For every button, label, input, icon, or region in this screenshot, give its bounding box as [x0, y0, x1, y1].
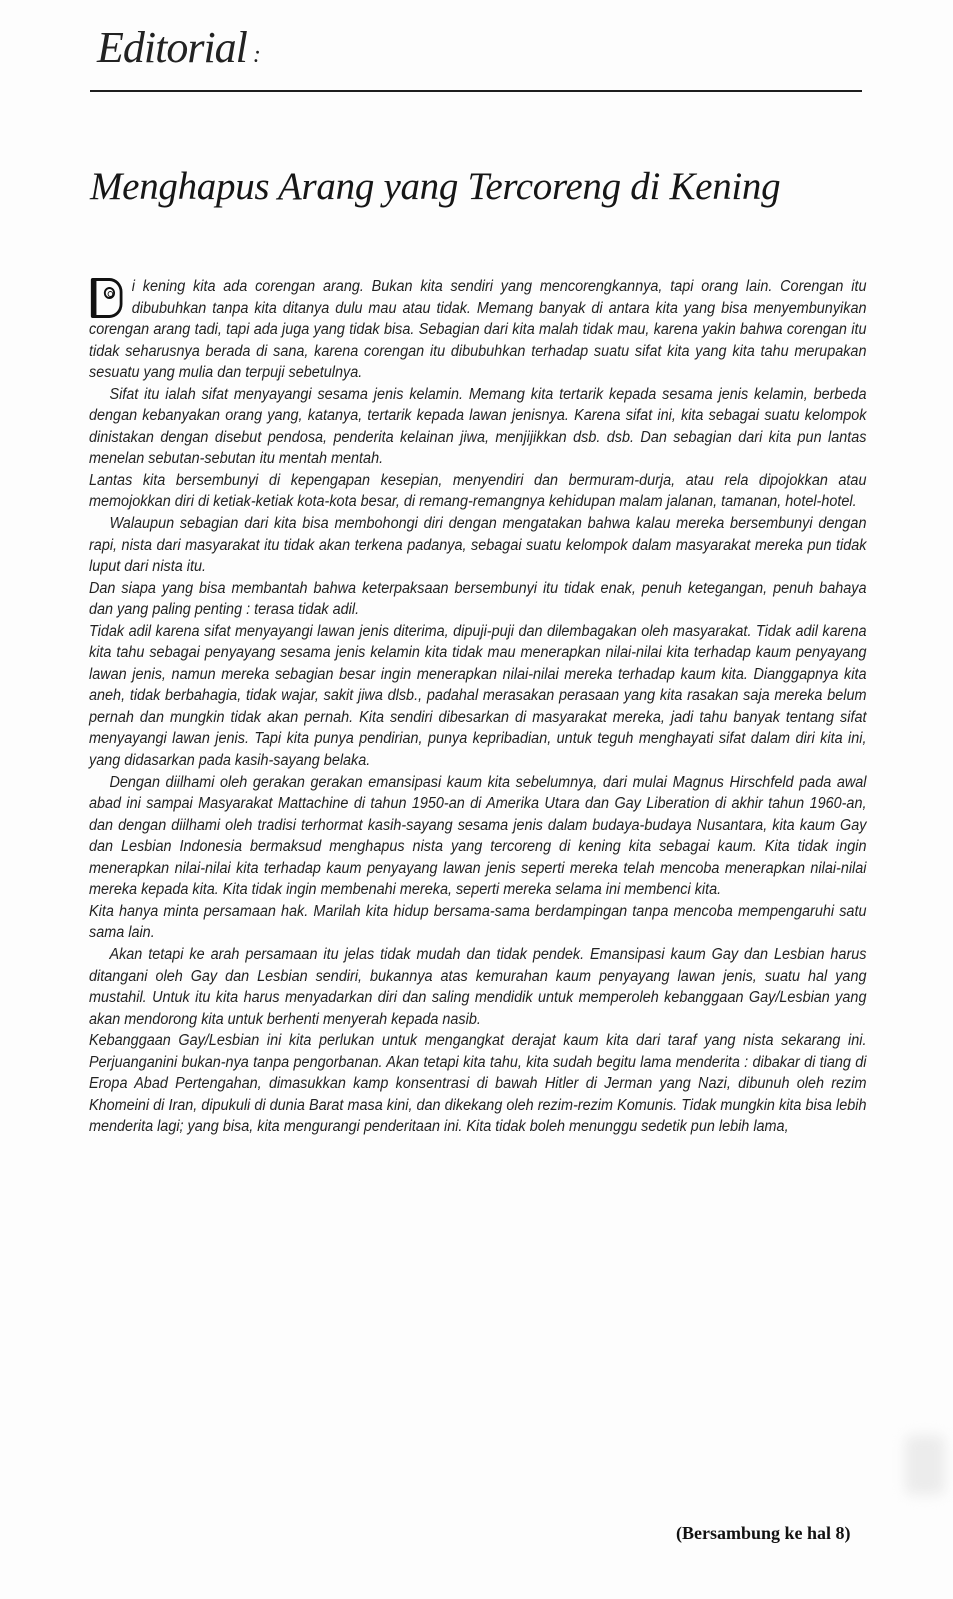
paragraph: Sifat itu ialah sifat menyayangi sesama jenis kelamin. Memang kita tertarik kepada sesama jenis kelamin, berbeda dengan kebanyakan orang yang, katanya, tertarik kepada lawan jenisnya. Karena sifat ini, kita sebagai suatu kelompok dinistakan dengan disebut pendosa, penderita kelainan jiwa, menjijikkan dsb. dsb. Dan sebagian dari kita pun lantas menelan sebutan-sebutan itu mentah mentah. — [89, 385, 867, 468]
paragraph: Akan tetapi ke arah persamaan itu jelas tidak mudah dan tidak pendek. Emansipasi kaum Gay dan Lesbian harus ditangani oleh Gay dan Lesbian sendiri, bukannya atas kemurahan kaum penyayang lawan jenis, suatu hal yang mustahil. Untuk itu kita harus menyadarkan diri dan saling mendidik untuk memperoleh kebanggaan Gay/Lesbian yang akan mendorong kita untuk berhenti menyerah kepada nasib. — [89, 945, 867, 1028]
section-label-text: Editorial — [97, 23, 247, 72]
paragraph: Lantas kita bersembunyi di kepengapan kesepian, menyendiri dan bermuram-durja, atau rela dipojokkan atau memojokkan diri di ketiak-ketiak kota-kota besar, di remang-remangnya kehidupan malam jalanan, tamanan, hotel-hotel. — [89, 471, 867, 511]
header-rule — [90, 90, 862, 92]
section-label — [97, 22, 260, 73]
scan-artifact — [905, 1435, 945, 1495]
dropcap-d-icon — [91, 278, 123, 318]
bleed-through-text — [350, 105, 368, 170]
article-body — [89, 276, 866, 1138]
paragraph: i kening kita ada corengan arang. Bukan kita sendiri yang mencorengkannya, tapi orang lain. Corengan itu dibubuhkan tanpa kita ditanya dulu mau atau tidak. Memang banyak di antara kita yang bisa menyembunyikan corengan arang tadi, tapi ada juga yang tidak bisa. Sebagian dari kita malah tidak mau, karena yakin bahwa corengan itu tidak seharusnya berada di sana, karena corengan itu dibubuhkan terhadap suatu sifat kita yang kita tahu merupakan sesuatu yang mulia dan terpuji sebetulnya. — [89, 278, 867, 382]
section-label-colon: : — [252, 42, 260, 68]
paragraph: Kita hanya minta persamaan hak. Marilah kita hidup bersama-sama berdampingan tanpa mencoba mempengaruhi satu sama lain. — [89, 902, 867, 942]
paragraph: Kebanggaan Gay/Lesbian ini kita perlukan untuk mengangkat derajat kaum kita dari taraf yang nista sekarang ini. Perjuanganini bukan-nya tanpa pengorbanan. Akan tetapi kita tahu, kita sudah begitu lama menderita : dibakar di tiang di Eropa Abad Pertengahan, dimasukkan kamp konsentrasi di bawah Hitler di Jerman yang Nazi, dibunuh oleh rezim Khomeini di Iran, dipukuli di dunia Barat masa kini, dan dikekang oleh rezim-rezim Komunis. Tidak mungkin kita bisa lebih menderita lagi; yang bisa, kita mengurangi penderitaan ini. Kita tidak boleh menunggu sedetik pun lebih lama, — [89, 1032, 867, 1136]
paragraph: Dengan diilhami oleh gerakan gerakan emansipasi kaum kita sebelumnya, dari mulai Magnus Hirschfeld pada awal abad ini sampai Masyarakat Mattachine di tahun 1950-an di Amerika Utara dan Gay Liberation di akhir tahun 1960-an, dan dengan diilhami oleh tradisi terhormat kasih-sayang sesama jenis dalam budaya-budaya Nusantara, kita kaum Gay dan Lesbian Indonesia bermaksud menghapus nista yang tercoreng di kening kita sebagai kaum. Kita tidak ingin menerapkan nilai-nilai kita terhadap kaum penyayang lawan jenis seperti mereka telah mencoba menerapkan nilai-nilai mereka kepada kita. Kita tidak ingin membenahi mereka, seperti mereka selama ini membenci kita. — [89, 773, 867, 899]
paragraph: Walaupun sebagian dari kita bisa membohongi diri dengan mengatakan bahwa kalau mereka bersembunyi dengan rapi, nista dari masyarakat itu tidak akan terkena padanya, sebagai suatu kelompok dalam masyarakat mereka pun tidak luput dari nista itu. — [89, 515, 867, 576]
article-title: Menghapus Arang yang Tercoreng di Kening — [90, 165, 781, 208]
continuation-note: (Bersambung ke hal 8) — [676, 1523, 851, 1543]
paragraph: Tidak adil karena sifat menyayangi lawan jenis diterima, dipuji-puji dan dilembagakan oleh masyarakat. Tidak adil karena kita tahu sebagai penyayang sesama jenis kelamin kita tidak mau menerapkan nilai-nilai kita terhadap kaum penyayang lawan jenis, namun mereka sebagian besar ingin menerapkan nilai-nilai mereka terhadap kaum kita. Dianggapnya kita aneh, tidak berbahagia, tidak wajar, sakit jiwa dlsb., padahal merasakan perasaan yang kita rasakan saja mereka belum pernah dan mungkin tidak akan pernah. Kita sendiri dibesarkan di masyarakat mereka, jadi tahu banyak tentang sifat menyayangi lawan jenis. Tapi kita punya pendirian, punya kepribadian, untuk teguh menghayati sifat dalam diri kita ini, yang didasarkan pada kasih-sayang belaka. — [89, 622, 867, 770]
paragraph: Dan siapa yang bisa membantah bahwa keterpaksaan bersembunyi itu tidak enak, penuh ketegangan, penuh bahaya dan yang paling penting : terasa tidak adil. — [89, 579, 867, 619]
